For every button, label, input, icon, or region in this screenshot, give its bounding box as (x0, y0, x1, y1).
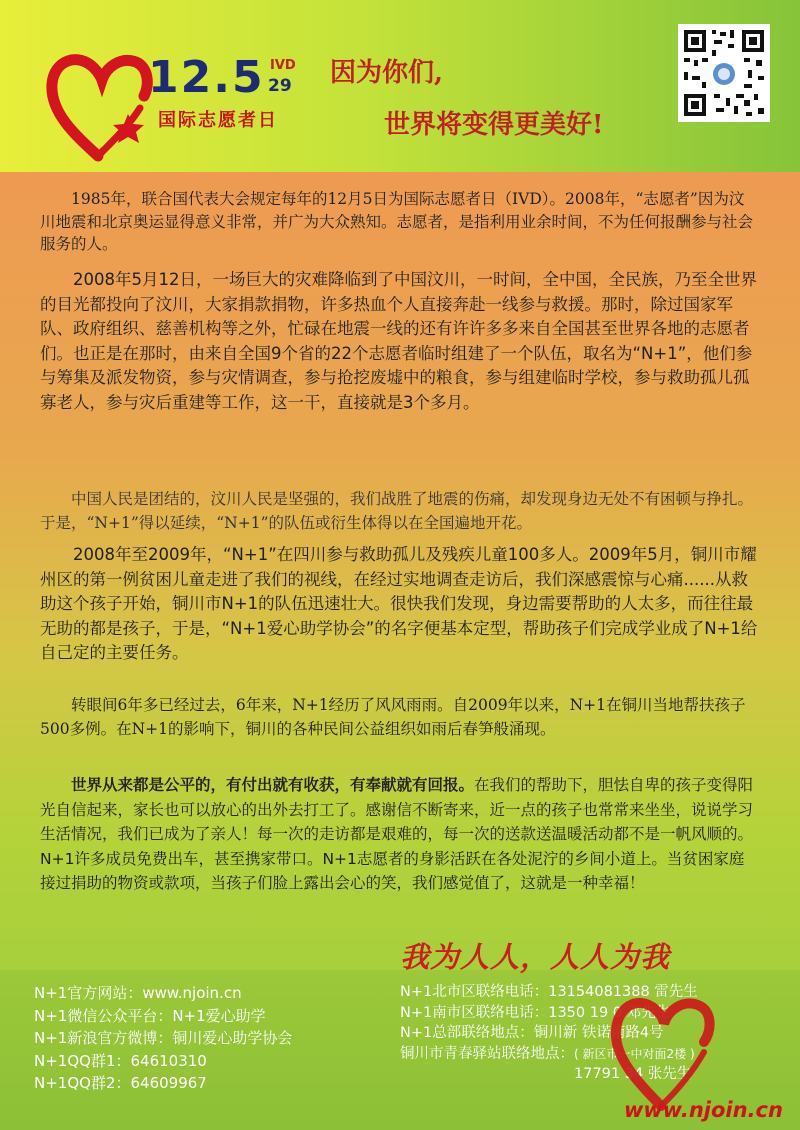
logo-subtitle: 国际志愿者日 (158, 110, 278, 131)
qq-group-1: N+1QQ群1：64610310 (34, 1051, 207, 1070)
paragraph-tongchuan: 2008年至2009年，“N+1”在四川参与救助孤儿及残疾儿童100多人。2009年5月，铜川市耀州区的第一例贫困儿童走进了我们的视线，在经过实地调查走访后，我们深感震惊与心痛......从救助这个孩子开始，铜川市N+1的队伍迅速壮大。很快我们发现，身边需要帮助的人太多，而往往最无助的都是孩子，于是，“N+1爱心助学协会”的名字便基本定型，帮助孩子们完成学业成了N+1给自己定的主要任务。 (40, 545, 758, 662)
ivd-number: 29 (268, 76, 292, 96)
headquarters-address: N+1总部联络地点：铜川新 铁诺南路4号 (400, 1025, 664, 1041)
website-watermark: www.njoin.cn (624, 1098, 783, 1122)
motto: 我为人人，人人为我 (400, 940, 671, 974)
footer-contacts-left (34, 982, 292, 1095)
wechat-account: N+1微信公众平台：N+1爱心助学 (34, 1006, 266, 1025)
south-district-phone: N+1南市区联络电话：1350 19 0 邓先生 (400, 1004, 671, 1021)
paragraph-six-years: 转眼间6年多已经过去，6年来，N+1经历了风风雨雨。自2009年以来，N+1在铜川当地帮扶孩子500多例。在N+1的影响下，铜川的各种民间公益组织如雨后春笋般涌现。 (40, 696, 746, 738)
qq-group-2: N+1QQ群2：64609967 (34, 1074, 207, 1092)
paragraph-ivd-intro: 1985年，联合国代表大会规定每年的12月5日为国际志愿者日（IVD）。2008年，“志愿者”因为汶川地震和北京奥运显得意义非常，并广为大众熟知。志愿者，是指利用业余时间，不为任何报酬参与社会服务的人。 (40, 190, 754, 253)
fairness-text: 在我们的帮助下，胆怯自卑的孩子变得阳光自信起来，家长也可以放心的出外去打工了。感谢信不断寄来，近一点的孩子也常常来坐坐，说说学习生活情况，我们已成为了亲人！每一次的走访都是艰难的，每一次的送款送温暖活动都不是一帆风顺的。N+1许多成员免费出车，甚至携家带口。N+1志愿者的身影活跃在各处泥泞的乡间小道上。当贫困家庭接过捐助的物资或款项，当孩子们脸上露出会心的笑，我们感觉值了，这就是一种幸福！ (40, 776, 754, 892)
ivd-date: 12.5 (148, 52, 265, 103)
ivd-label: IVD (270, 58, 296, 73)
fairness-highlight: 世界从来都是公平的，有付出就有收获，有奉献就有回报。 (71, 776, 475, 794)
paragraph-fairness (40, 773, 758, 896)
north-district-phone: N+1北市区联络电话：13154081388 雷先生 (400, 984, 698, 1000)
youth-station-location: ( 新区市一中对面2楼 ) (574, 1046, 695, 1061)
paragraph-wenchuan: 2008年5月12日，一场巨大的灾难降临到了中国汶川，一时间，全中国，全民族，乃至全世界的目光都投向了汶川，大家捐款捐物，许多热血个人直接奔赴一线参与救援。那时，除过国家军队、政府组织、慈善机构等之外，忙碌在地震一线的还有许许多多来自全国甚至世界各地的志愿者们。也正是在那时，由来自全国9个省的22个志愿者临时组建了一个队伍，取名为“N+1”，他们参与筹集及派发物资，参与灾情调查，参与抢挖废墟中的粮食，参与组建临时学校，参与救助孤儿孤寡老人，参与灾后重建等工作，这一干，直接就是3个多月。 (40, 270, 757, 412)
paragraph-continuation: 中国人民是团结的，汶川人民是坚强的，我们战胜了地震的伤痛，却发现身边无处不有困顿与挣扎。于是，“N+1”得以延续，“N+1”的队伍或衍生体得以在全国遍地开花。 (40, 490, 754, 532)
slogan-line-1: 因为你们, (330, 58, 444, 88)
heart-decoration-icon (606, 986, 716, 1116)
weibo-account: N+1新浪官方微博：铜川爱心助学协会 (34, 1029, 293, 1047)
qr-code-icon[interactable] (678, 24, 770, 122)
youth-station-phone: 17791 34 张先生 (574, 1066, 692, 1082)
slogan-line-2: 世界将变得更美好! (384, 110, 604, 140)
heart-logo-icon (44, 44, 154, 166)
website-link[interactable]: N+1官方网站：www.njoin.cn (34, 984, 242, 1002)
youth-station-label: 铜川市青春驿站联络地点： (400, 1045, 574, 1062)
